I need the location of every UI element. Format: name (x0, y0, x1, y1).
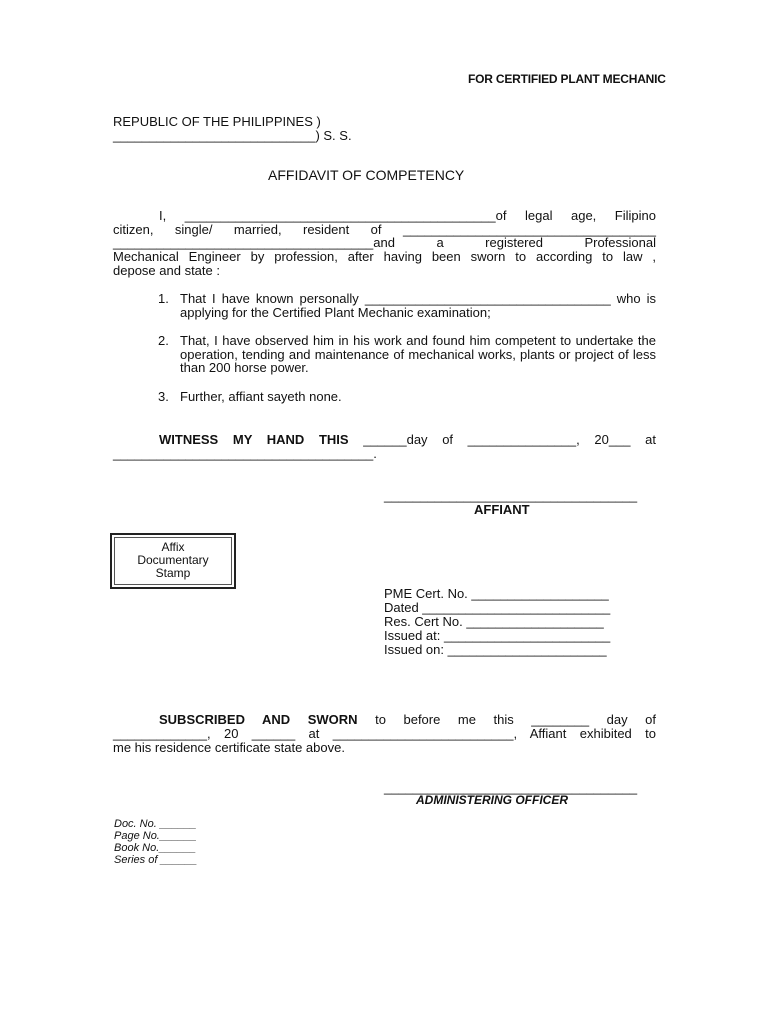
book-no-field: Book No.______ (114, 842, 196, 854)
documentary-stamp-box (110, 533, 236, 589)
item-3-text: Further, affiant sayeth none. (180, 389, 342, 404)
form-for-header: FOR CERTIFIED PLANT MECHANIC (468, 72, 666, 86)
item-3-number: 3. (158, 389, 169, 404)
item-1-text: That I have known personally __________________________________ who is applying for the Certified Plant Mechanic examination; (180, 291, 656, 320)
issued-on-field: Issued on: ______________________ (384, 642, 607, 657)
intro-line-2: citizen, single/ married, resident of ___________________________________ (113, 222, 656, 237)
witness-line-2: ____________________________________. (113, 446, 377, 461)
doc-no-field: Doc. No. ______ (114, 818, 197, 830)
stamp-line-1: Affix (161, 540, 185, 554)
intro-line-5: depose and state : (113, 263, 220, 278)
subscribed-line-3: me his residence certificate state above. (113, 740, 345, 755)
res-cert-no-field: Res. Cert No. ___________________ (384, 614, 604, 629)
venue-line-1: REPUBLIC OF THE PHILIPPINES ) (113, 114, 321, 129)
subscribed-line-2: _____________, 20 ______ at _________________________, Affiant exhibited to (113, 726, 656, 741)
item-2-number: 2. (158, 333, 169, 348)
intro-line-1: I, ___________________________________________of legal age, Filipino (159, 208, 656, 223)
subscribed-line-1 (113, 713, 656, 727)
venue-line-2: ____________________________) S. S. (113, 128, 352, 143)
witness-line-1 (113, 433, 656, 447)
stamp-line-2: Documentary (137, 553, 209, 567)
witness-date-blanks: ______day of _______________, 20___ at (348, 432, 656, 447)
officer-signature-line: ___________________________________ (384, 780, 638, 795)
intro-line-4: Mechanical Engineer by profession, after having been sworn to according to law , (113, 249, 656, 264)
subscribed-date-blanks: to before me this ________ day of (357, 712, 656, 727)
witness-heading: WITNESS MY HAND THIS (159, 432, 349, 447)
intro-line-3: ____________________________________and a registered Professional (113, 235, 656, 250)
item-1-number: 1. (158, 291, 169, 306)
item-2-text: That, I have observed him in his work and found him competent to undertake the operation, tending and maintenance of mechanical works, plants or project of less than 200 horse power. (180, 333, 656, 375)
issued-at-field: Issued at: _______________________ (384, 628, 611, 643)
document-title: AFFIDAVIT OF COMPETENCY (268, 167, 465, 183)
stamp-line-3: Stamp (155, 566, 191, 580)
subscribed-heading: SUBSCRIBED AND SWORN (159, 712, 358, 727)
dated-field: Dated __________________________ (384, 600, 611, 615)
affiant-label: AFFIANT (474, 502, 530, 517)
officer-label: ADMINISTERING OFFICER (416, 793, 568, 807)
documentary-stamp-inner (114, 537, 232, 585)
pme-cert-no-field: PME Cert. No. ___________________ (384, 586, 609, 601)
page-no-field: Page No.______ (114, 830, 197, 842)
series-field: Series of ______ (114, 854, 198, 866)
affiant-signature-line: ___________________________________ (384, 488, 638, 503)
